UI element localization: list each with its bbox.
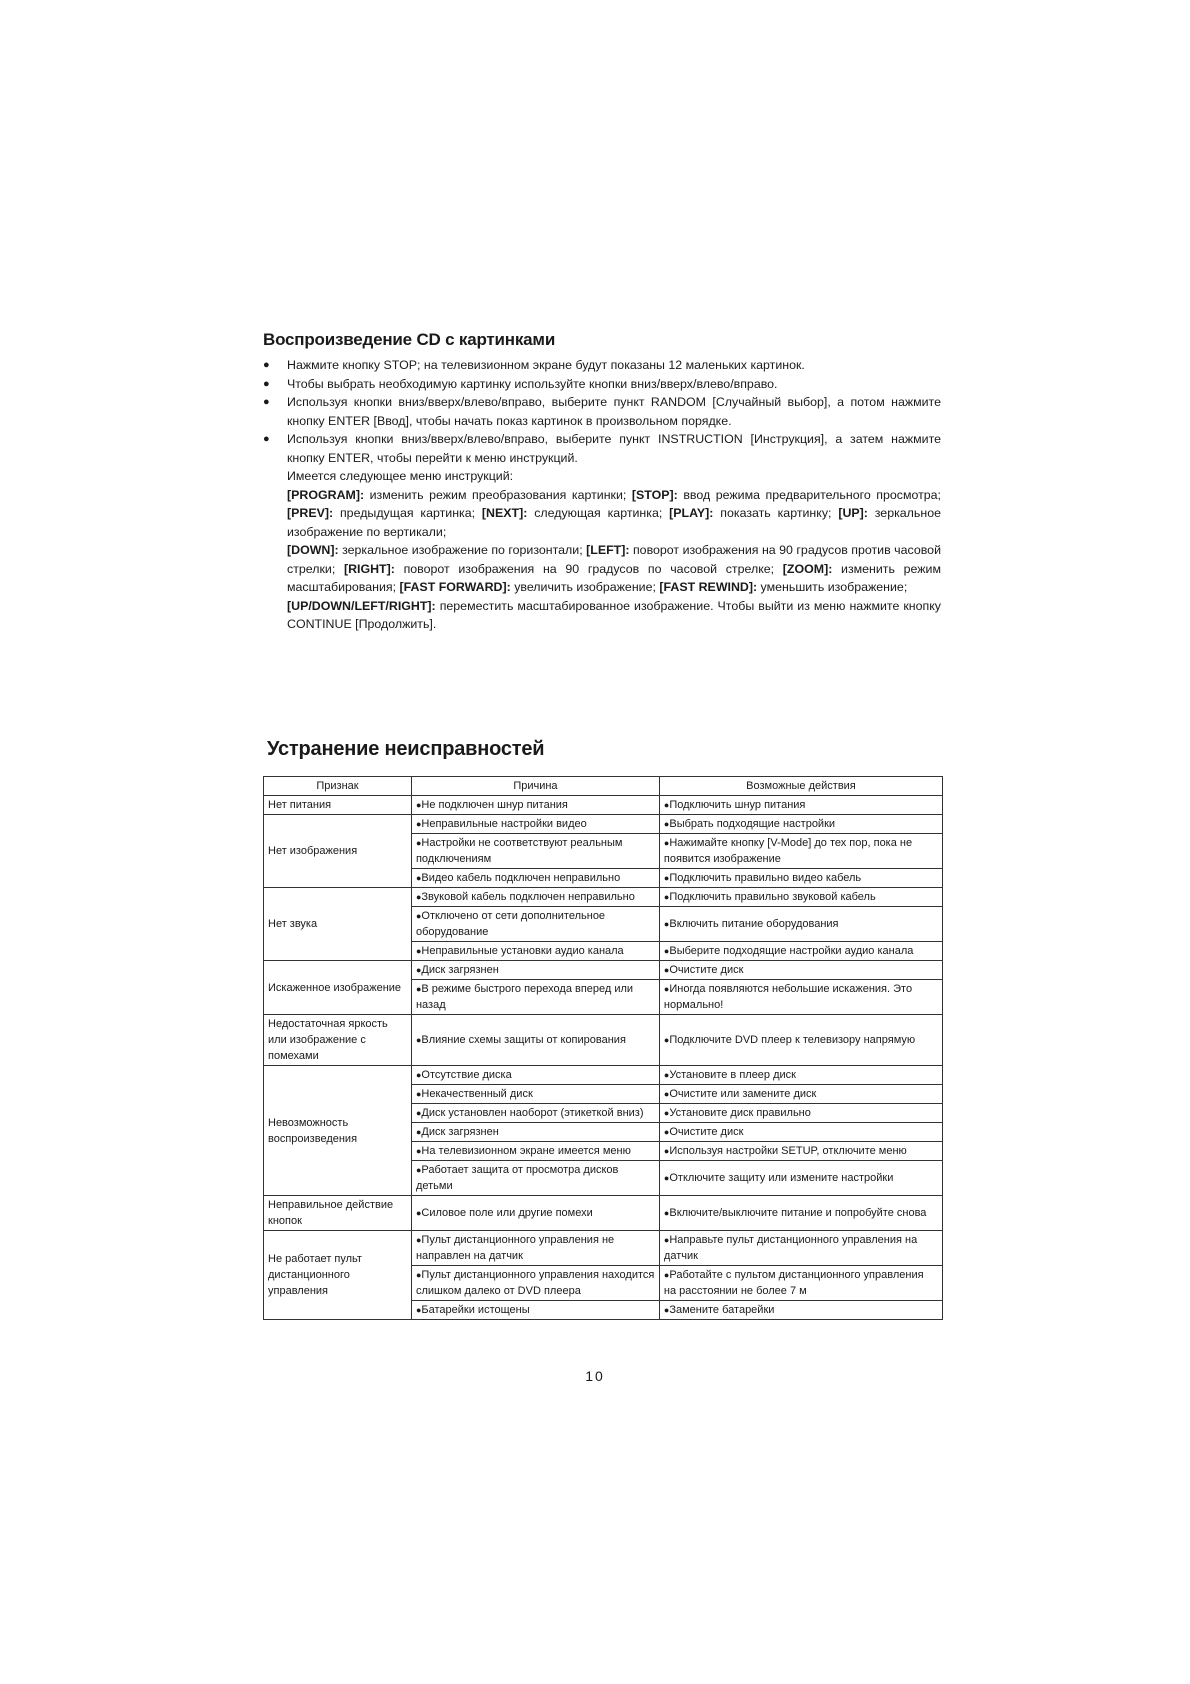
action-text: ● Используя настройки SETUP, отключите меню [664,1145,907,1157]
cause-cell [411,796,659,815]
table-row [264,961,943,980]
action-text: ● Подключить правильно видео кабель [664,872,861,884]
action-text: ● Включить питание оборудования [664,918,839,930]
desc-program: изменить режим преобразования картинки; [364,487,632,502]
cause-text: ● Влияние схемы защиты от копирования [416,1034,626,1046]
cause-text: ● Пульт дистанционного управления не направлен на датчик [416,1234,614,1262]
cause-cell [411,1161,659,1196]
cause-cell [411,1066,659,1085]
table-row [264,1066,943,1085]
desc-prev: предыдущая картинка; [333,506,482,520]
action-text: ● Отключите защиту или измените настройки [664,1172,893,1184]
cause-text: ● Видео кабель подключен неправильно [416,872,620,884]
cause-text: ● Не подключен шнур питания [416,799,568,811]
action-cell [659,942,942,961]
action-text: ● Подключить правильно звуковой кабель [664,891,876,903]
action-text: ● Выбрать подходящие настройки [664,818,835,830]
symptom-cell: Нет изображения [264,815,412,888]
cause-text: ● Отсутствие диска [416,1069,512,1081]
action-cell [659,907,942,942]
action-cell [659,1301,942,1320]
action-cell [659,796,942,815]
action-text: ● Замените батарейки [664,1304,774,1316]
key-down: [DOWN]: [287,543,339,557]
table-row [264,1196,943,1231]
cause-text: ● Настройки не соответствуют реальным подключениям [416,837,623,865]
action-text: ● Работайте с пультом дистанционного управления на расстоянии не более 7 м [664,1269,924,1297]
table-header-row [264,777,943,796]
cd-bullet: ● Чтобы выбрать необходимую картинку используйте кнопки вниз/вверх/влево/вправо. [263,375,941,394]
key-prev: [PREV]: [287,506,334,520]
desc-fast-rewind: уменьшить изображение; [757,580,908,594]
cause-cell [411,869,659,888]
symptom-cell: Невозможность воспроизведения [264,1066,412,1196]
action-cell [659,1142,942,1161]
action-cell [659,1104,942,1123]
cause-cell [411,1104,659,1123]
cause-text: ● Звуковой кабель подключен неправильно [416,891,635,903]
desc-left: поворот изображения на 90 градусов против часовой стрелки; [287,543,941,576]
cause-cell [411,1015,659,1066]
action-cell [659,1085,942,1104]
instruction-line-3 [287,597,941,634]
table-row [264,888,943,907]
cause-cell [411,1085,659,1104]
cd-bullet [263,430,941,634]
desc-fast-forward: увеличить изображение; [510,580,660,594]
table-body [264,796,943,1320]
action-text: ● Установите диск правильно [664,1107,811,1119]
instruction-line-2 [287,541,941,597]
action-text: ● Установите в плеер диск [664,1069,796,1081]
desc-zoom: изменить режим масштабирования; [287,561,941,594]
menu-intro: Имеется следующее меню инструкций: [287,469,514,483]
desc-stop: ввод режима предварительного просмотра; [677,487,941,502]
cause-cell [411,980,659,1015]
action-cell [659,980,942,1015]
cause-text: ● Диск установлен наоборот (этикеткой вниз) [416,1107,644,1119]
key-left: [LEFT]: [586,543,630,557]
cause-cell [411,961,659,980]
cd-pictures-section [263,330,941,634]
cause-text: ● В режиме быстрого перехода вперед или назад [416,983,633,1011]
cause-cell [411,1301,659,1320]
cause-cell [411,942,659,961]
action-text: ● Включите/выключите питание и попробуйте снова [664,1207,927,1219]
key-fast-rewind: [FAST REWIND]: [659,580,758,594]
action-cell [659,815,942,834]
troubleshooting-title: Устранение неисправностей [267,738,545,760]
desc-arrows: переместить масштабированное изображение. Чтобы выйти из меню нажмите кнопку CONTINUE [Продолжить]. [287,598,941,631]
cause-cell [411,1123,659,1142]
action-cell [659,1231,942,1266]
key-next: [NEXT]: [481,506,528,520]
cause-text: ● Диск загрязнен [416,1126,499,1138]
cd-bullet: ● Нажмите кнопку STOP; на телевизионном экране будут показаны 12 маленьких картинок. [263,356,941,375]
cd-section-title: Воспроизведение CD с картинками [263,330,556,349]
cause-text: ● Силовое поле или другие помехи [416,1207,593,1219]
symptom-cell: Нет питания [264,796,412,815]
cause-cell [411,907,659,942]
key-up: [UP]: [838,506,868,520]
cause-text: ● Батарейки истощены [416,1304,530,1316]
table-row [264,1015,943,1066]
key-zoom: [ZOOM]: [782,561,833,576]
header-symptom: Признак [264,777,412,796]
cause-text: ● Некачественный диск [416,1088,533,1100]
action-text: ● Направьте пульт дистанционного управления на датчик [664,1234,917,1262]
desc-down: зеркальное изображение по горизонтали; [338,543,587,557]
cause-cell [411,1142,659,1161]
action-text: ● Подключите DVD плеер к телевизору напрямую [664,1034,915,1046]
cd-bullet-list [263,356,941,634]
page-number: 10 [585,1368,605,1384]
action-text: ● Подключить шнур питания [664,799,805,811]
symptom-cell: Искаженное изображение [264,961,412,1015]
desc-play: показать картинку; [713,506,839,520]
action-cell [659,1015,942,1066]
action-cell [659,869,942,888]
cause-text: ● Неправильные установки аудио канала [416,945,624,957]
key-right: [RIGHT]: [343,561,395,576]
key-fast-forward: [FAST FORWARD]: [399,580,511,594]
desc-up: зеркальное изображение по вертикали; [287,506,941,539]
key-arrows: [UP/DOWN/LEFT/RIGHT]: [287,598,436,613]
key-program: [PROGRAM]: [287,487,365,502]
desc-next: следующая картинка; [527,506,670,520]
table-row [264,815,943,834]
key-play: [PLAY]: [669,506,714,520]
cause-text: ● Работает защита от просмотра дисков детьми [416,1164,618,1192]
cause-text: ● Отключено от сети дополнительное оборудование [416,910,605,938]
cause-cell [411,815,659,834]
cd-bullet-text: Используя кнопки вниз/вверх/влево/вправо, выберите пункт INSTRUCTION [Инструкция], а затем нажмите кнопку ENTER, чтобы перейти к меню инструкций. [287,432,941,465]
action-cell [659,961,942,980]
cause-cell [411,1231,659,1266]
key-stop: [STOP]: [631,487,678,502]
action-cell [659,1123,942,1142]
action-cell [659,1196,942,1231]
cause-cell [411,1266,659,1301]
action-cell [659,1161,942,1196]
cause-cell [411,834,659,869]
action-cell [659,834,942,869]
cause-cell [411,1196,659,1231]
instruction-line-1 [287,486,941,542]
header-cause: Причина [411,777,659,796]
cause-text: ● Диск загрязнен [416,964,499,976]
action-text: ● Иногда появляются небольшие искажения. Это нормально! [664,983,912,1011]
desc-right: поворот изображения на 90 градусов по часовой стрелке; [394,561,783,576]
symptom-cell: Неправильное действие кнопок [264,1196,412,1231]
action-text: ● Очистите или замените диск [664,1088,816,1100]
action-text: ● Нажимайте кнопку [V-Mode] до тех пор, пока не появится изображение [664,837,912,865]
symptom-cell: Не работает пульт дистанционного управления [264,1231,412,1320]
cd-bullet: ● Используя кнопки вниз/вверх/влево/вправо, выберите пункт RANDOM [Случайный выбор], а потом нажмите кнопку ENTER [Ввод], чтобы начать показ картинок в произвольном порядке. [263,393,941,430]
table-row [264,1231,943,1266]
cause-text: ● На телевизионном экране имеется меню [416,1145,631,1157]
action-cell [659,1066,942,1085]
cause-text: ● Неправильные настройки видео [416,818,587,830]
action-text: ● Выберите подходящие настройки аудио канала [664,945,913,957]
symptom-cell: Недостаточная яркость или изображение с помехами [264,1015,412,1066]
cause-text: ● Пульт дистанционного управления находится слишком далеко от DVD плеера [416,1269,654,1297]
table-row [264,796,943,815]
header-action: Возможные действия [659,777,942,796]
cause-cell [411,888,659,907]
symptom-cell: Нет звука [264,888,412,961]
action-text: ● Очистите диск [664,964,744,976]
troubleshooting-table [263,776,943,1320]
action-cell [659,1266,942,1301]
action-text: ● Очистите диск [664,1126,744,1138]
action-cell [659,888,942,907]
